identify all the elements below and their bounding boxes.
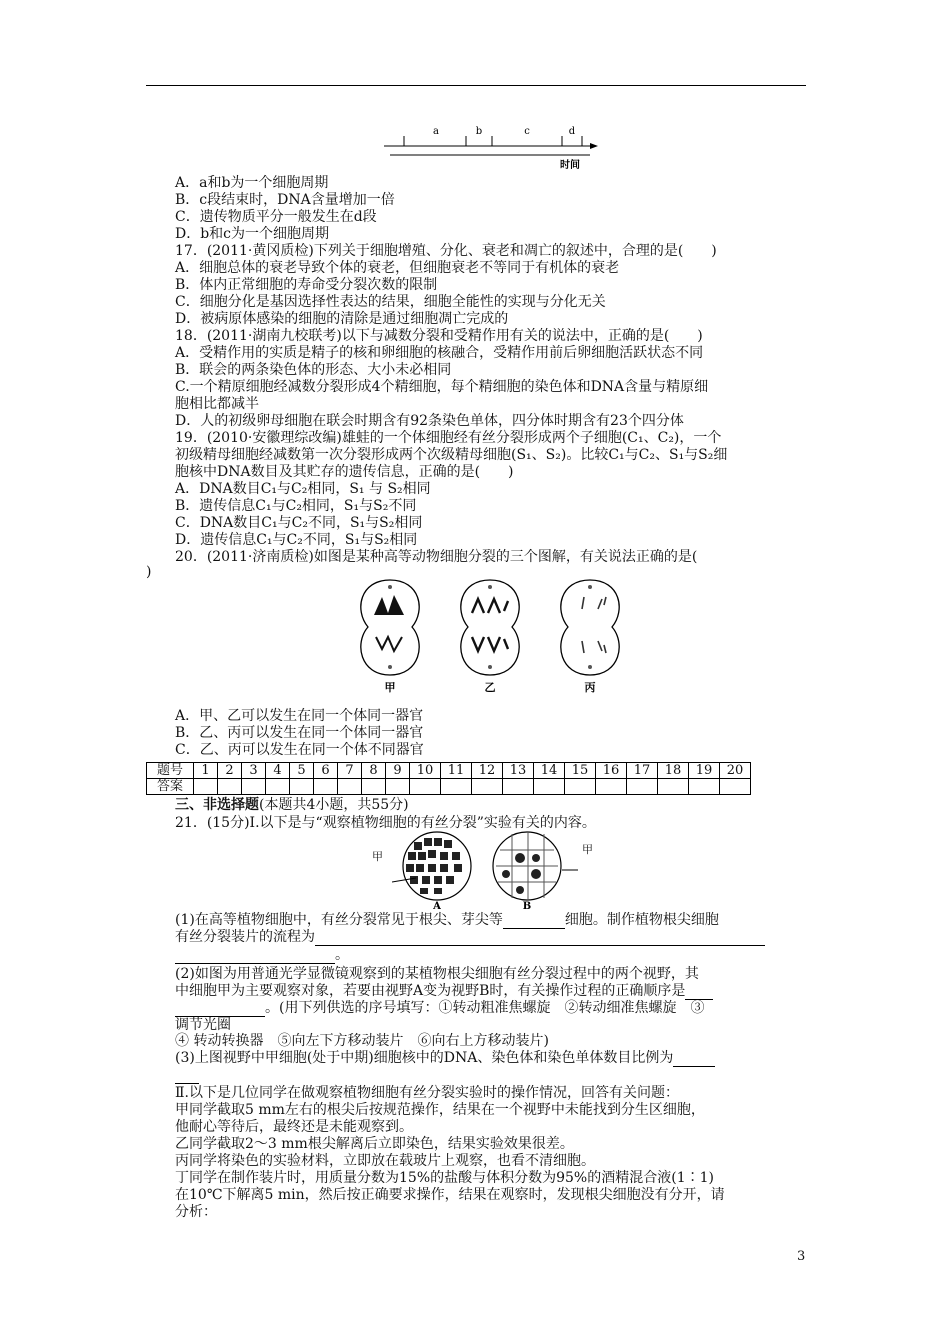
q21-p1-line1: (1)在高等植物细胞中，有丝分裂常见于根尖、芽尖等 细胞。制作植物根尖细胞 (175, 912, 719, 928)
cell-cycle-timeline (380, 122, 610, 172)
timeline-label-c: c (524, 126, 530, 137)
q19-option-c: C．DNA数目C₁与C₂不同，S₁与S₂相同 (175, 515, 423, 531)
q21-p2-line1: (2)如图为用普通光学显微镜观察到的某植物根尖细胞有丝分裂过程中的两个视野，其 (175, 966, 699, 982)
q19-option-b: B．遗传信息C₁与C₂相同，S₁与S₂不同 (175, 498, 417, 514)
q18-option-c: C.一个精原细胞经减数分裂形成4个精细胞，每个精细胞的染色体和DNA含量与精原细 (175, 379, 709, 395)
cell-bing (561, 580, 619, 675)
q18-option-a: A．受精作用的实质是精子的核和卵细胞的核融合，受精作用前后卵细胞活跃状态不同 (175, 345, 704, 361)
q17-option-c: C．细胞分化是基因选择性表达的结果，细胞全能性的实现与分化无关 (175, 294, 606, 310)
cell-label-jia: 甲 (384, 681, 396, 694)
q21-part2-intro: Ⅱ.以下是几位同学在做观察植物细胞有丝分裂实验时的操作情况，回答有关问题： (175, 1085, 679, 1101)
q20-stem: 20．(2011·济南质检)如图是某种高等动物细胞分裂的三个图解，有关说法正确的是( (175, 549, 698, 565)
jia-pointer-right: 甲 (582, 843, 593, 856)
q19-stem-3: 胞核中DNA数目及其贮存的遗传信息，正确的是( ) (175, 464, 514, 480)
timeline-axis-label: 时间 (560, 160, 580, 171)
header-rule (146, 85, 806, 86)
q20-option-c: C．乙、丙可以发生在同一个体不同器官 (175, 742, 424, 758)
timeline-label-b: b (475, 126, 483, 137)
timeline-label-d: d (568, 126, 576, 137)
blank-3-cont[interactable] (175, 1004, 265, 1017)
q16-option-d: D．b和c为一个细胞周期 (175, 226, 330, 242)
q21-part2-line1: 甲同学截取5 mm左右的根尖后按规范操作，结果在一个视野中未能找到分生区细胞， (175, 1102, 705, 1118)
q19-stem-1: 19．(2010·安徽理综改编)雄蛙的一个体细胞经有丝分裂形成两个子细胞(C₁、C₂)，一个 (175, 430, 722, 446)
q20-option-a: A．甲、乙可以发生在同一个体同一器官 (175, 708, 424, 724)
microscope-views (392, 830, 582, 910)
q17-option-a: A．细胞总体的衰老导致个体的衰老，但细胞衰老不等同于有机体的衰老 (175, 260, 620, 276)
table-head-answer: 答案 (147, 779, 194, 795)
q21-p1-line2: 有丝分裂装片的流程为 (175, 929, 765, 946)
q21-p3-line2 (175, 1067, 199, 1084)
q21-p2-line2: 中细胞甲为主要观察对象，若要由视野A变为视野B时，有关操作过程的正确顺序是 (175, 983, 713, 1000)
jia-pointer-left: 甲 (372, 850, 383, 863)
blank-2-cont[interactable] (175, 951, 335, 964)
blank-2[interactable] (315, 945, 765, 946)
blank-4[interactable] (673, 1066, 715, 1067)
q20-stem-end: ) (146, 564, 152, 580)
table-head-number: 题号 (147, 763, 194, 779)
blank-4-cont[interactable] (175, 1071, 199, 1084)
q16-option-c: C．遗传物质平分一般发生在d段 (175, 209, 377, 225)
view-b (493, 832, 578, 900)
page-number: 3 (797, 1249, 806, 1264)
view-a (392, 832, 471, 900)
q21-p2-line5: ④ 转动转换器 ⑤向左下方移动装片 ⑥向右上方移动装片) (175, 1033, 549, 1049)
section3-title: 三、非选择题 (175, 797, 259, 813)
q17-option-b: B．体内正常细胞的寿命受分裂次数的限制 (175, 277, 438, 293)
q21-part2-line2: 他耐心等待后，最终还是未能观察到。 (175, 1119, 413, 1135)
q16-option-a: A．a和b为一个细胞周期 (175, 175, 329, 191)
q21-p1-line3: 。 (175, 947, 349, 964)
q19-stem-2: 初级精母细胞经减数第一次分裂形成两个次级精母细胞(S₁、S₂)。比较C₁与C₂、S₁与S₂细 (175, 447, 728, 463)
q21-p2-line4: 调节光圈 (175, 1017, 231, 1033)
q21-part2-line7: 分析： (175, 1204, 217, 1220)
q21-part2-line4: 丙同学将染色的实验材料，立即放在载玻片上观察，也看不清细胞。 (175, 1153, 595, 1169)
cell-division-figures (320, 575, 680, 700)
q21-part2-line3: 乙同学截取2～3 mm根尖解离后立即染色，结果实验效果很差。 (175, 1136, 574, 1152)
q16-option-b: B．c段结束时，DNA含量增加一倍 (175, 192, 395, 208)
q17-option-d: D．被病原体感染的细胞的清除是通过细胞凋亡完成的 (175, 311, 509, 327)
q21-p3-line1: (3)上图视野中甲细胞(处于中期)细胞核中的DNA、染色体和染色单体数目比例为 (175, 1050, 715, 1067)
view-label-a: A (433, 901, 441, 910)
timeline-label-a: a (433, 126, 439, 137)
q21-part2-line6: 在10℃下解离5 min，然后按正确要求操作，结果在观察时，发现根尖细胞没有分开，请 (175, 1187, 725, 1203)
q21-p2-line3: 。(用下列供选的序号填写：①转动粗准焦螺旋 ②转动细准焦螺旋 ③ (175, 1000, 704, 1017)
cell-yi (461, 580, 519, 675)
q21-intro: 21．(15分)Ⅰ.以下是与“观察植物细胞的有丝分裂”实验有关的内容。 (175, 815, 596, 831)
answer-table-number-row: 题号 1 2 3 4 5 6 7 8 9 10 11 12 13 14 15 16 17 18 19 20 (147, 763, 751, 779)
cell-label-yi: 乙 (484, 681, 496, 694)
q17-stem: 17．(2011·黄冈质检)下列关于细胞增殖、分化、衰老和凋亡的叙述中，合理的是( ) (175, 243, 717, 259)
q20-option-b: B．乙、丙可以发生在同一个体同一器官 (175, 725, 424, 741)
answer-table-answer-row (147, 779, 751, 795)
q19-option-d: D．遗传信息C₁与C₂不同，S₁与S₂相同 (175, 532, 418, 548)
q18-option-b: B．联会的两条染色体的形态、大小未必相同 (175, 362, 452, 378)
cell-label-bing: 丙 (584, 681, 596, 694)
q18-option-d: D．人的初级卵母细胞在联会时期含有92条染色单体，四分体时期含有23个四分体 (175, 413, 684, 429)
q19-option-a: A．DNA数目C₁与C₂相同，S₁ 与 S₂相同 (175, 481, 431, 497)
cell-jia (361, 580, 419, 675)
view-label-b: B (522, 901, 532, 910)
section3-note: (本题共4小题，共55分) (259, 797, 409, 813)
q18-stem: 18．(2011·湖南九校联考)以下与减数分裂和受精作用有关的说法中，正确的是( ) (175, 328, 703, 344)
q18-option-c-cont: 胞相比都减半 (175, 396, 259, 412)
answer-table (146, 762, 751, 795)
q21-part2-line5: 丁同学在制作装片时，用质量分数为15%的盐酸与体积分数为95%的酒精混合液(1∶1) (175, 1170, 714, 1186)
section3-heading (175, 797, 409, 814)
